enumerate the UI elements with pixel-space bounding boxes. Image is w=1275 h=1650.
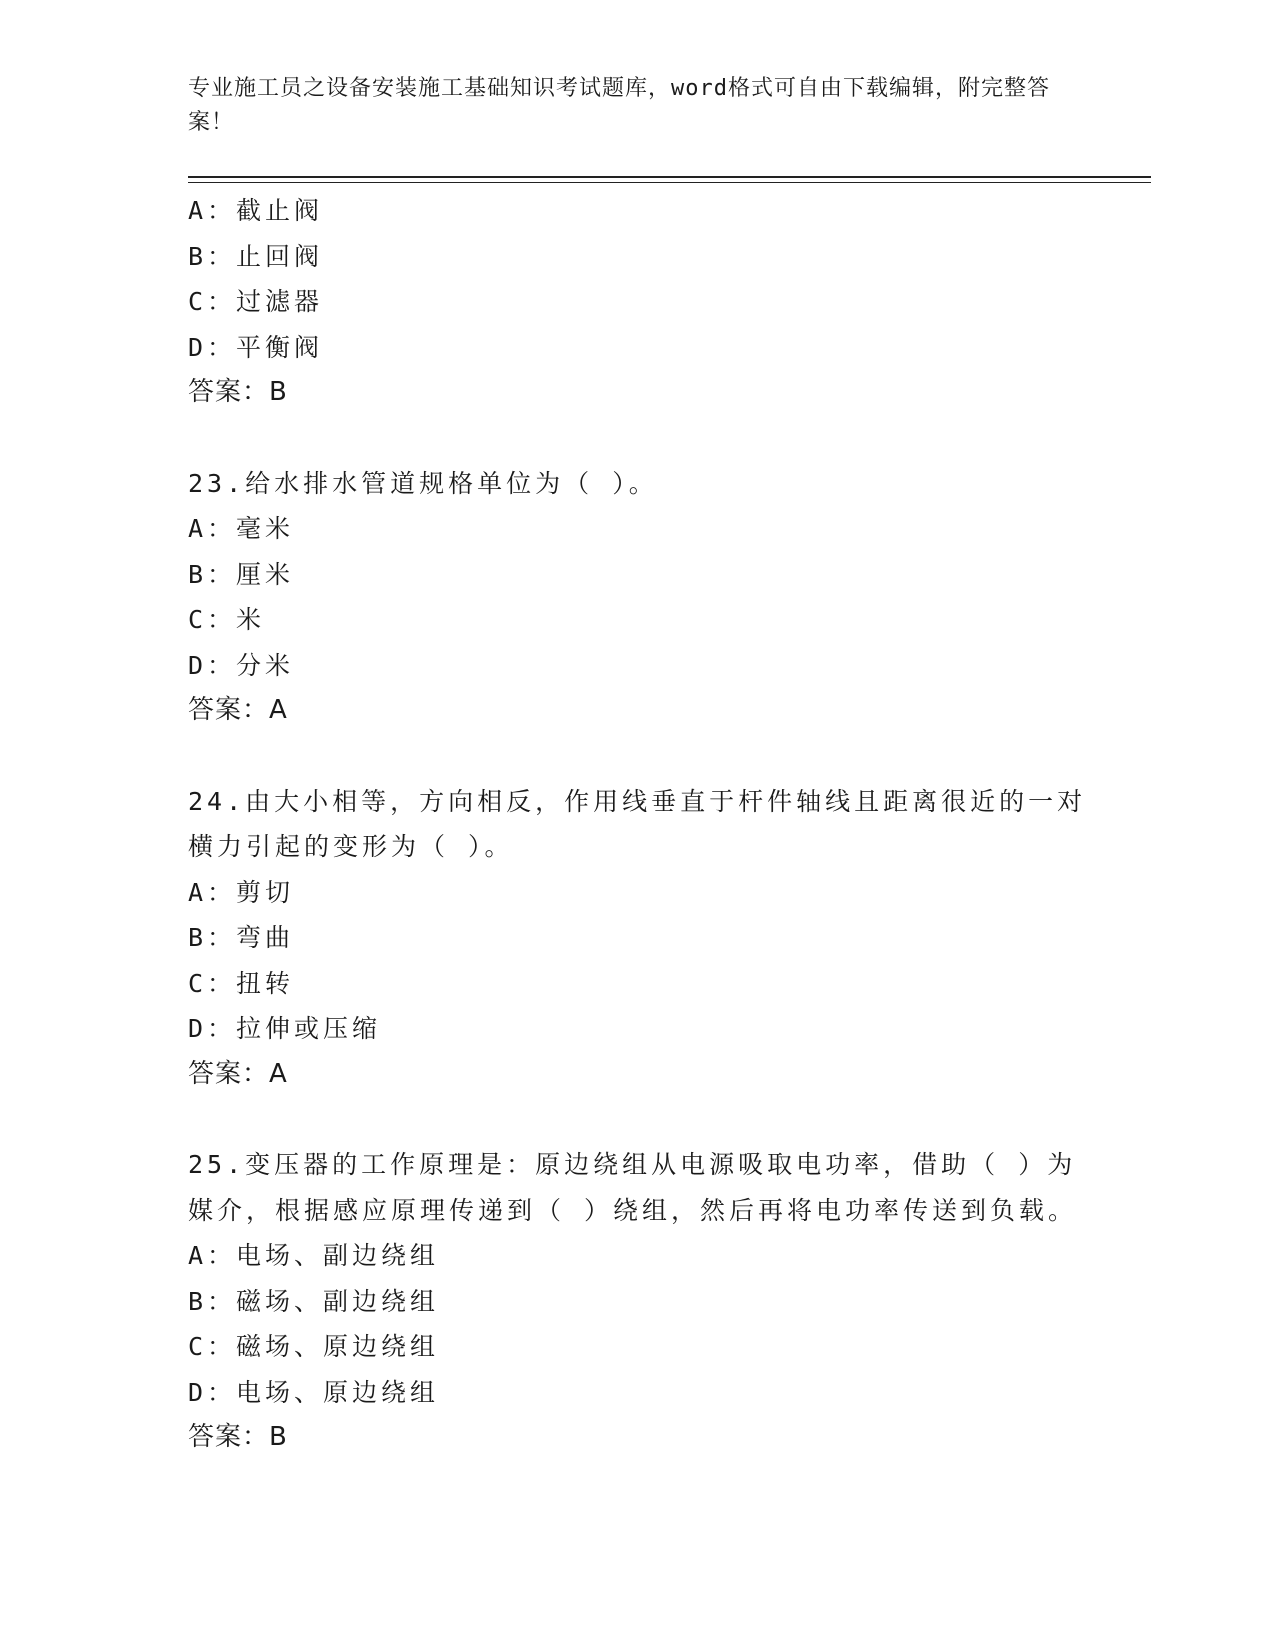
option-c: C：过滤器 (188, 287, 324, 316)
spacer (188, 1097, 1088, 1142)
question-block-25 (188, 1142, 1088, 1461)
question-list (188, 188, 1088, 1461)
question-text: 23.给水排水管道规格单位为（ ）。 (188, 468, 658, 498)
option-c: C：米 (188, 605, 266, 634)
option-a: A：电场、副边绕组 (188, 1241, 440, 1270)
spacer (188, 416, 1088, 461)
document-header: 专业施工员之设备安装施工基础知识考试题库，word格式可自由下载编辑，附完整答案！ (188, 76, 1050, 135)
option-a: A：毫米 (188, 514, 295, 543)
option-c: C：扭转 (188, 968, 295, 998)
option-b: B：弯曲 (188, 923, 295, 952)
option-d: D：分米 (188, 650, 295, 680)
option-d: D：平衡阀 (188, 332, 324, 362)
option-b: B：厘米 (188, 559, 295, 589)
question-block-24 (188, 779, 1088, 1098)
spacer (188, 734, 1088, 779)
question-block-23 (188, 461, 1088, 734)
option-a: A：截止阀 (188, 196, 324, 225)
option-b: B：磁场、副边绕组 (188, 1286, 440, 1316)
option-c: C：磁场、原边绕组 (188, 1332, 440, 1361)
answer-line: 答案：B (188, 1422, 288, 1452)
answer-line: 答案：A (188, 695, 288, 725)
option-b: B：止回阀 (188, 241, 324, 271)
option-a: A：剪切 (188, 877, 295, 907)
question-text: 24.由大小相等，方向相反，作用线垂直于杆件轴线且距离很近的一对横力引起的变形为（ ）。 (188, 786, 1087, 861)
answer-line: 答案：A (188, 1058, 288, 1089)
question-block-prev (188, 188, 1088, 416)
option-d: D：电场、原边绕组 (188, 1377, 440, 1407)
header-rule-thin (188, 182, 1151, 183)
option-d: D：拉伸或压缩 (188, 1014, 382, 1043)
answer-line: 答案：B (188, 377, 288, 407)
header-rule-thick (188, 176, 1151, 178)
question-text: 25.变压器的工作原理是：原边绕组从电源吸取电功率，借助（ ）为媒介，根据感应原理传递到（ ）绕组，然后再将电功率传送到负载。 (188, 1150, 1078, 1225)
